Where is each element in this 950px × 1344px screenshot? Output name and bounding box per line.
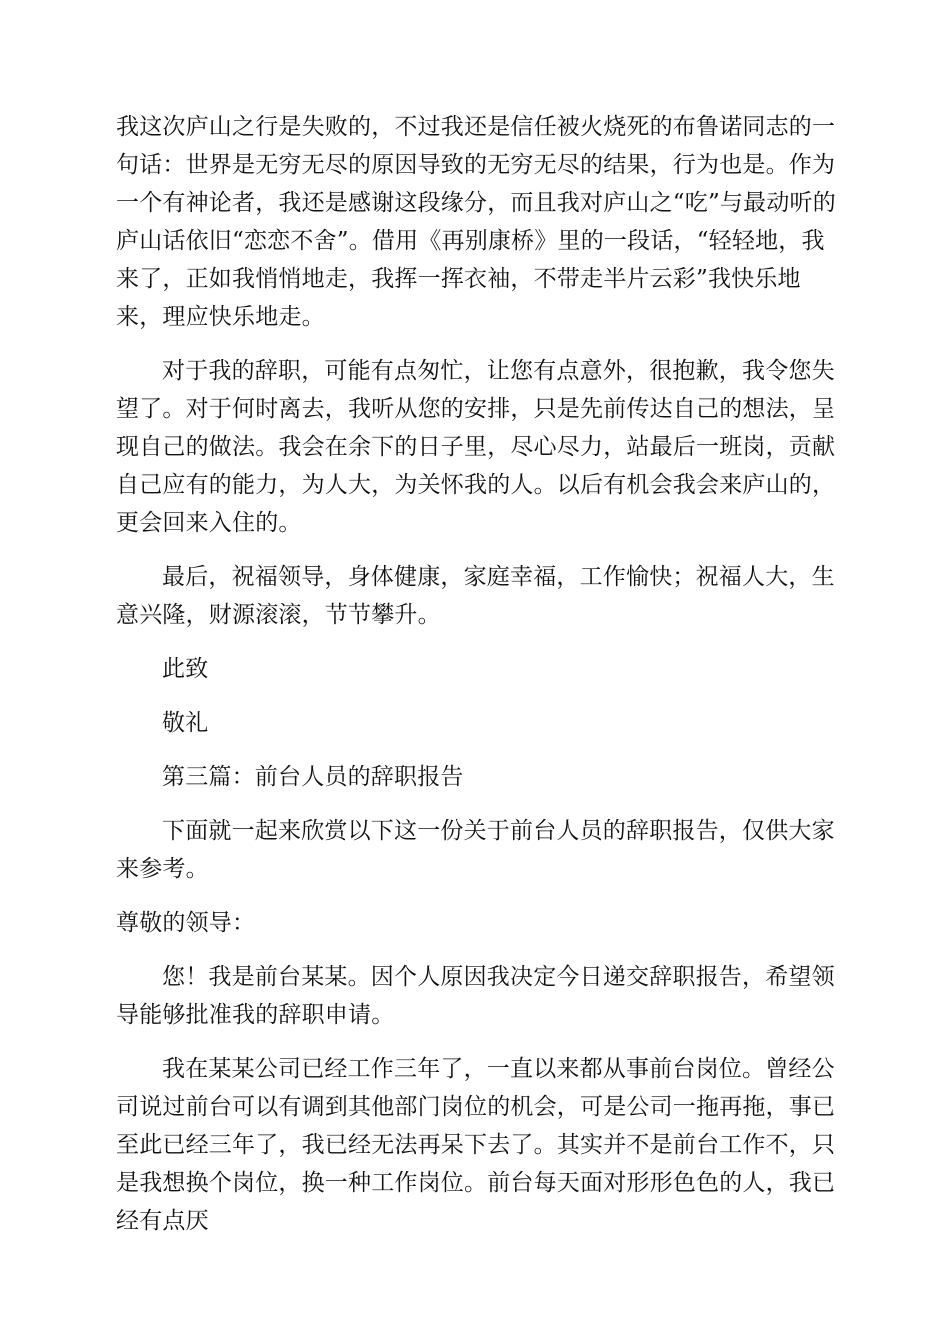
closing-jingli: 敬礼 <box>162 710 209 736</box>
closing-cizhi: 此致 <box>162 656 209 682</box>
paragraph-blessing: 最后，祝福领导，身体健康，家庭幸福，工作愉快；祝福人大，生意兴隆，财源滚滚，节节攀升。 <box>116 564 835 628</box>
paragraph-work-history: 我在某某公司已经工作三年了，一直以来都从事前台岗位。曾经公司说过前台可以有调到其他部门岗位的机会，可是公司一拖再拖，事已至此已经三年了，我已经无法再呆下去了。其实并不是前台工作不，只是我想换个岗位，换一种工作岗位。前台每天面对形形色色的人，我已经有点厌 <box>116 1056 836 1234</box>
paragraph-intro: 下面就一起来欣赏以下这一份关于前台人员的辞职报告，仅供大家来参考。 <box>116 818 835 882</box>
salutation: 尊敬的领导： <box>116 910 256 936</box>
paragraph-lushan-trip: 我这次庐山之行是失败的，不过我还是信任被火烧死的布鲁诺同志的一句话：世界是无穷无尽的原因导致的无穷无尽的结果，行为也是。作为一个有神论者，我还是感谢这段缘分，而且我对庐山之“吃”与最动听的庐山话依旧“恋恋不舍”。借用《再别康桥》里的一段话，“轻轻地，我来了，正如我悄悄地走，我挥一挥衣袖，不带走半片云彩”我快乐地来，理应快乐地走。 <box>116 114 836 330</box>
document-body <box>116 108 836 1256</box>
paragraph-resignation-apology: 对于我的辞职，可能有点匆忙，让您有点意外，很抱歉，我令您失望了。对于何时离去，我听从您的安排，只是先前传达自己的想法，呈现自己的做法。我会在余下的日子里，尽心尽力，站最后一班岗，贡献自己应有的能力，为人大，为关怀我的人。以后有机会我会来庐山的，更会回来入住的。 <box>116 358 836 536</box>
section-heading-part-three: 第三篇：前台人员的辞职报告 <box>162 764 464 790</box>
paragraph-greeting: 您！我是前台某某。因个人原因我决定今日递交辞职报告，希望领导能够批准我的辞职申请。 <box>116 964 835 1028</box>
